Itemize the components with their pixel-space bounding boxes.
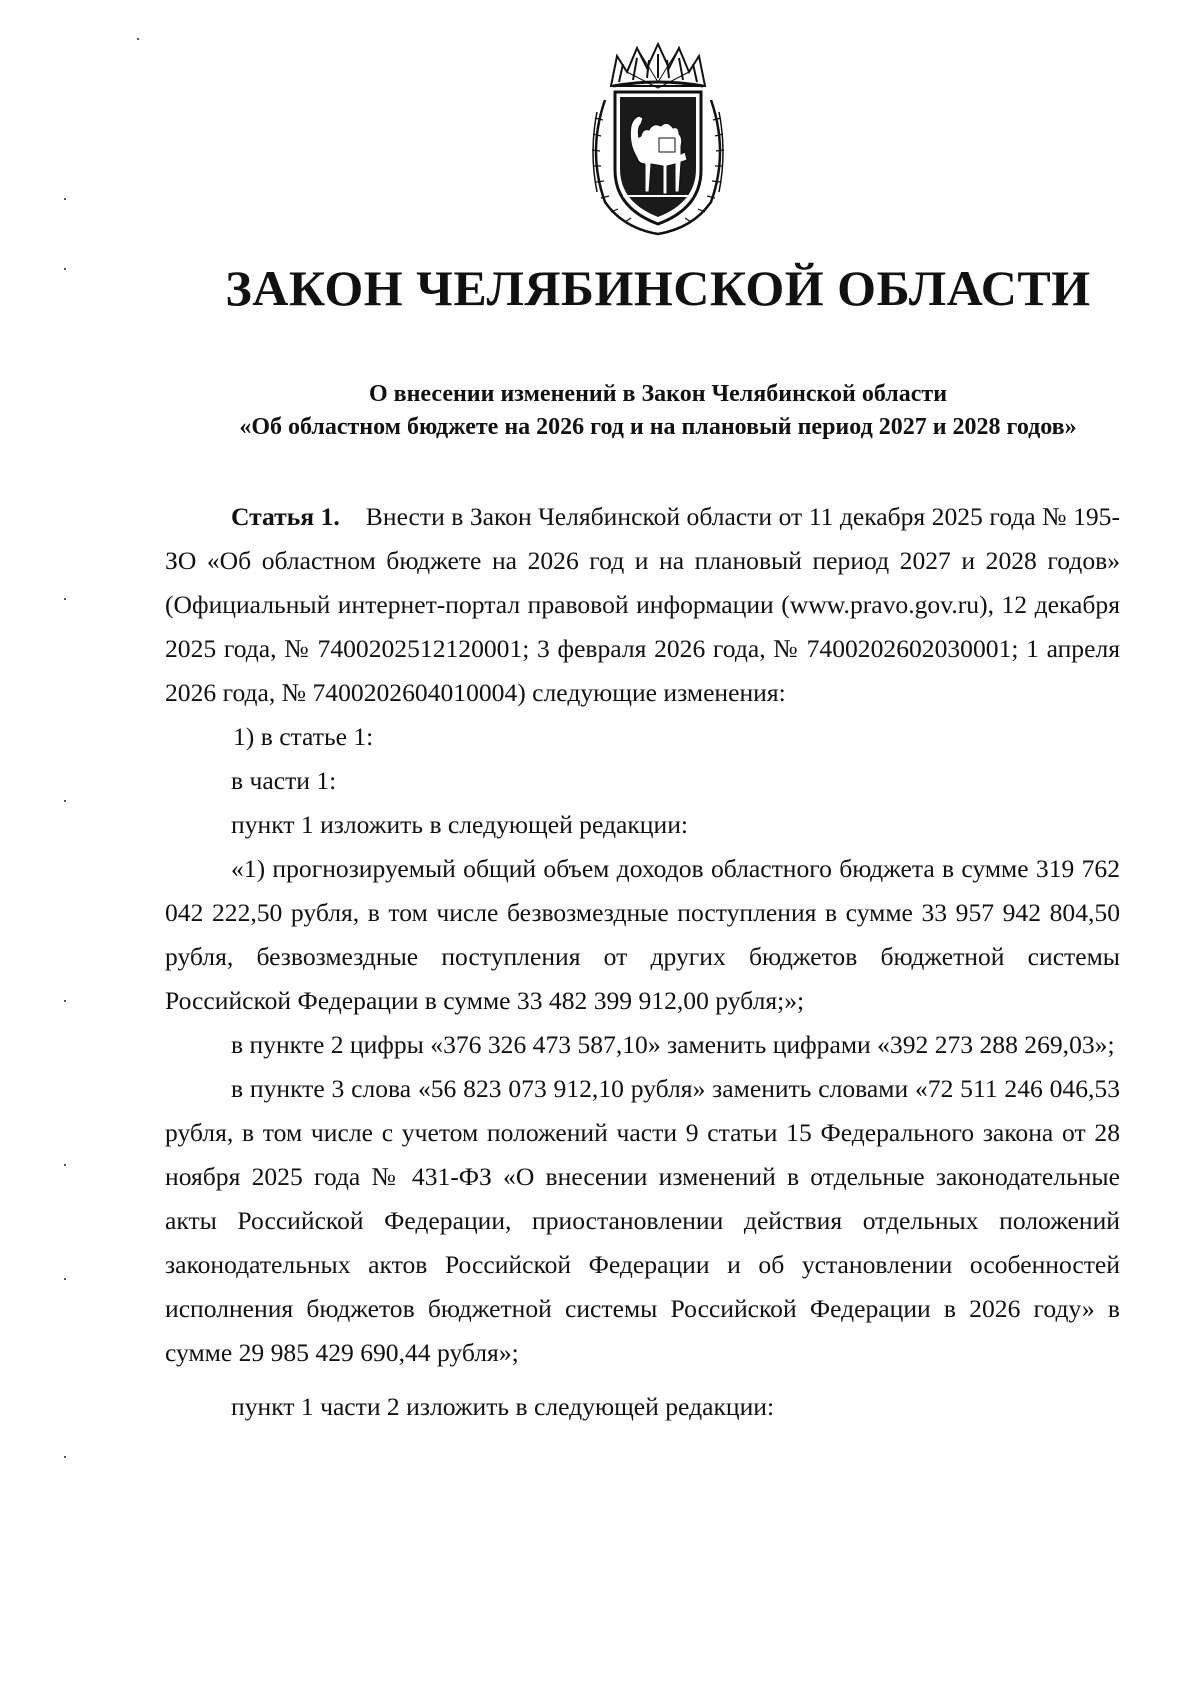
- scan-speck: [64, 1164, 66, 1166]
- list-item: в части 1:: [231, 766, 337, 795]
- law-title: ЗАКОН ЧЕЛЯБИНСКОЙ ОБЛАСТИ: [225, 260, 1091, 316]
- list-item: в пункте 2 цифры «376 326 473 587,10» заменить цифрами «392 273 288 269,03»;: [231, 1030, 1115, 1059]
- list-item: 1) в статье 1:: [233, 722, 374, 751]
- article-intro-paragraph: [165, 495, 1120, 715]
- law-subtitle: [150, 378, 1166, 444]
- list-item: в пункте 3 слова «56 823 073 912,10 рубля» заменить словами «72 511 246 046,53 рубля, в том числе с учетом положений части 9 статьи 15 Федерального закона от 28 ноября 2025 года № 431-ФЗ «О внесении изменений в отдельные законодательные акты Российской Федерации, приостановлении действия отдельных положений законодательных актов Российской Федерации и об установлении особенностей исполнения бюджетов бюджетной системы Российской Федерации в 2026 году» в сумме 29 985 429 690,44 рубля»;: [165, 1074, 1120, 1367]
- article-body: [165, 495, 1120, 1429]
- scan-speck: [64, 1000, 66, 1002]
- list-item: «1) прогнозируемый общий объем доходов областного бюджета в сумме 319 762 042 222,50 рубля, в том числе безвозмездные поступления в сумме 33 957 942 804,50 рубля, безвозмездные поступления от других бюджетов бюджетной системы Российской Федерации в сумме 33 482 399 912,00 рубля;»;: [165, 854, 1120, 1015]
- subtitle-line: О внесении изменений в Закон Челябинской области: [368, 381, 948, 407]
- scan-speck: [64, 1278, 66, 1280]
- scan-speck: [64, 198, 66, 200]
- article-intro-text: Внести в Закон Челябинской области от 11 декабря 2025 года № 195-ЗО «Об областном бюджете на 2026 год и на плановый период 2027 и 2028 годов» (Официальный интернет-портал правовой информации (www.pravo.gov.ru), 12 декабря 2025 года, № 7400202512120001; 3 февраля 2026 года, № 7400202602030001; 1 апреля 2026 года, № 7400202604010004) следующие изменения:: [165, 502, 1120, 707]
- chelyabinsk-coat-of-arms-icon: [583, 42, 733, 238]
- list-item: пункт 1 части 2 изложить в следующей редакции:: [231, 1392, 775, 1421]
- subtitle-line: «Об областном бюджете на 2026 год и на плановый период 2027 и 2028 годов»: [239, 414, 1077, 440]
- list-item: пункт 1 изложить в следующей редакции:: [231, 810, 689, 839]
- scan-speck: [64, 800, 66, 802]
- scan-speck: [64, 598, 66, 600]
- scan-speck: [64, 1456, 66, 1458]
- article-label: Статья 1.: [231, 502, 340, 531]
- scan-speck: [137, 38, 139, 40]
